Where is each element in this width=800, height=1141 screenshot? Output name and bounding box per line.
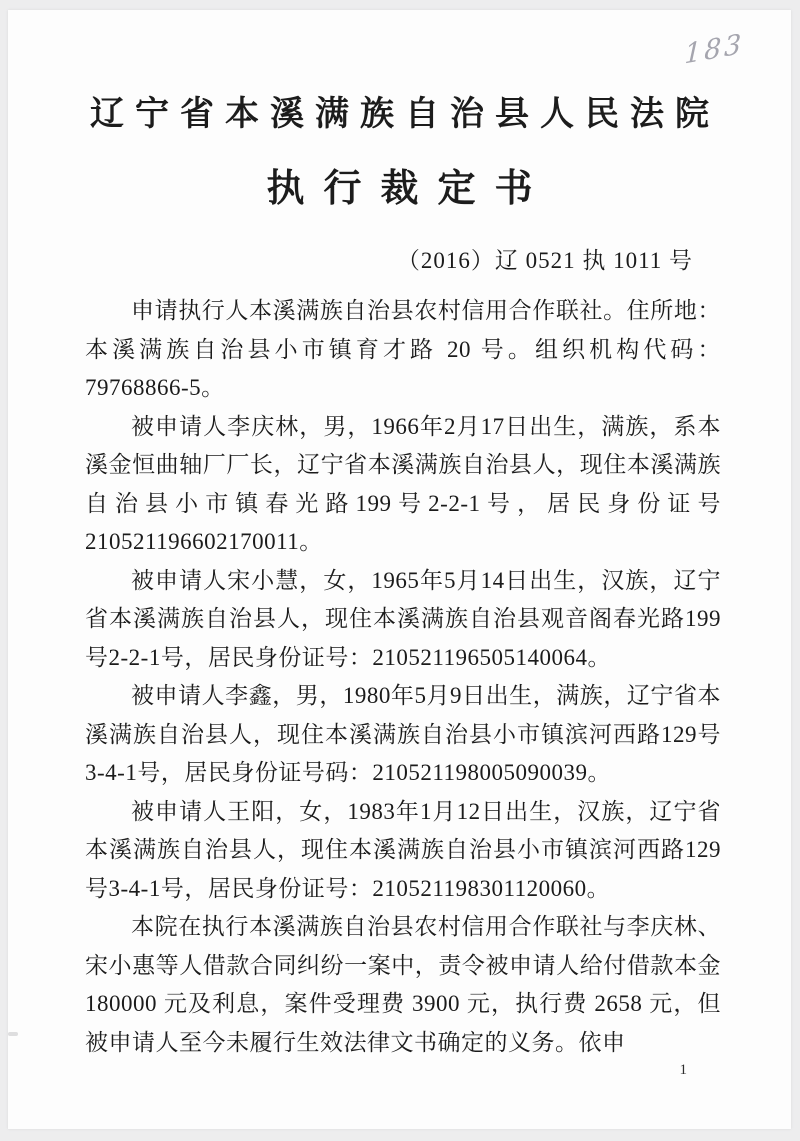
scan-smudge-artifact [8,1032,18,1036]
case-number: （2016）辽 0521 执 1011 号 [396,248,693,273]
court-name-heading: 辽宁省本溪满族自治县人民法院 [90,96,720,133]
paragraph-applicant: 申请执行人本溪满族自治县农村信用合作联社。住所地：本溪满族自治县小市镇育才路 20 号。组织机构代码：79768866-5。 [85,298,721,400]
paragraph-respondent-2: 被申请人宋小慧，女，1965年5月14日出生，汉族，辽宁省本溪满族自治县人，现住本溪满族自治县观音阁春光路199号2-2-1号，居民身份证号：210521196505140064。 [85,567,721,670]
handwritten-page-mark: 183 [684,28,746,71]
document-page [8,10,791,1129]
paragraph-respondent-3: 被申请人李鑫，男，1980年5月9日出生，满族，辽宁省本溪满族自治县人，现住本溪满族自治县小市镇滨河西路129号3-4-1号，居民身份证号码：210521198005090039。 [85,683,721,785]
document-title: 执行裁定书 [266,168,552,210]
paragraph-respondent-4: 被申请人王阳，女，1983年1月12日出生，汉族，辽宁省本溪满族自治县人，现住本溪满族自治县小市镇滨河西路129号3-4-1号，居民身份证号：210521198301120060。 [85,798,721,901]
paragraph-respondent-1: 被申请人李庆林，男，1966年2月17日出生，满族，系本溪金恒曲轴厂厂长，辽宁省本溪满族自治县人，现住本溪满族自治县小市镇春光路199号2-2-1号，居民身份证号210521196602170011。 [85,413,721,554]
document-body [8,292,791,1062]
page-number: 1 [679,1062,687,1078]
paragraph-case-summary: 本院在执行本溪满族自治县农村信用合作联社与李庆林、宋小惠等人借款合同纠纷一案中，责令被申请人给付借款本金 180000 元及利息，案件受理费 3900 元，执行费 2658 元，但被申请人至今未履行生效法律文书确定的义务。依申 [85,914,721,1055]
